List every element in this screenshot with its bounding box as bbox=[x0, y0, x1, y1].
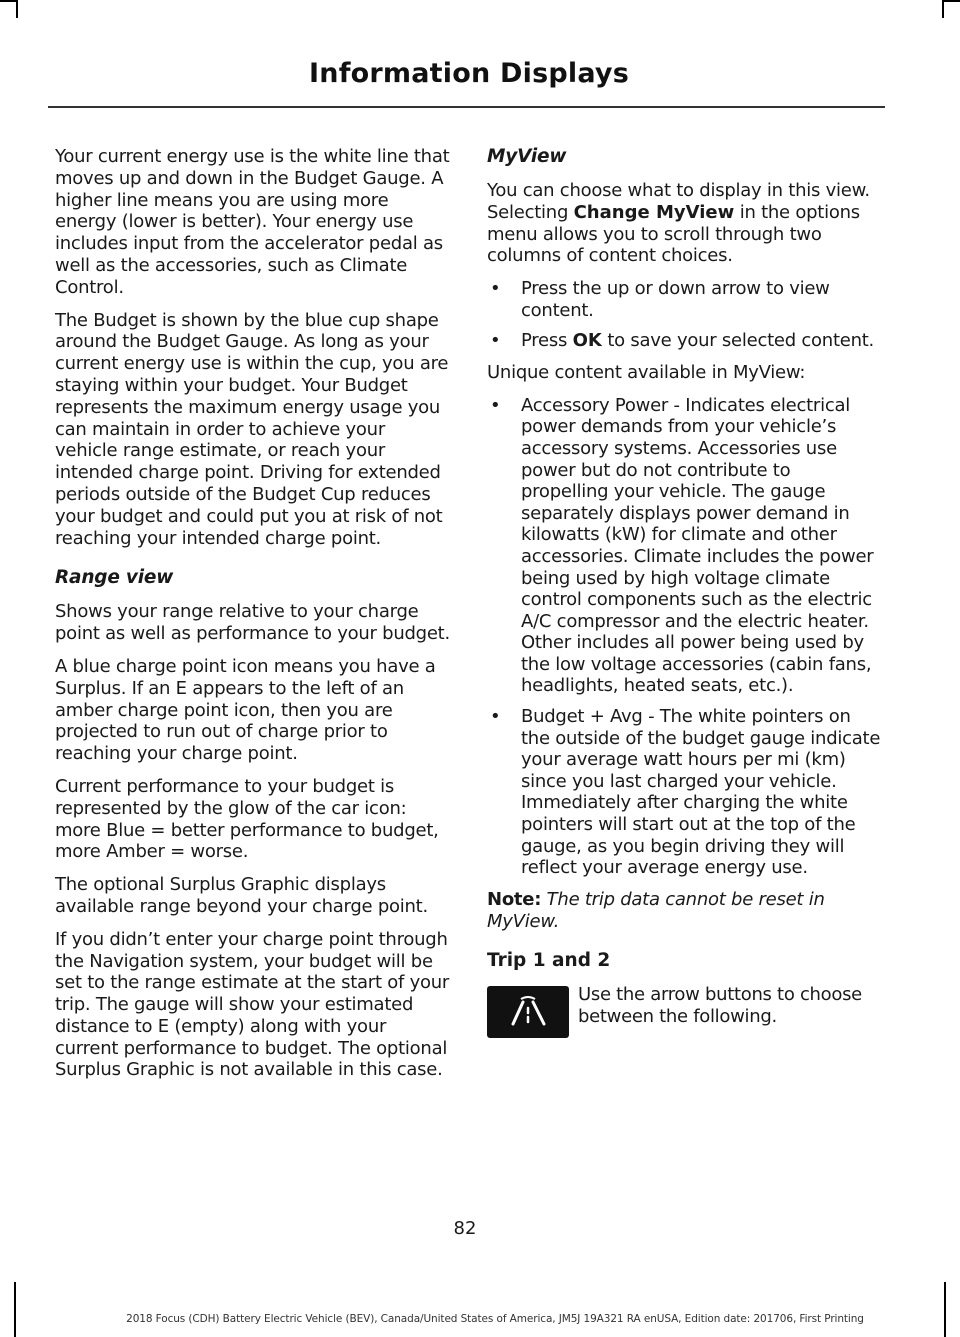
keyword-change-myview: Change MyView bbox=[573, 201, 735, 223]
paragraph: Your current energy use is the white line that moves up and down in the Budget Gauge. A higher line means you are using more energy (lower is better). Your energy use includes input from the accelerator pedal as well as the accessories, such as Climate Control. bbox=[55, 146, 450, 298]
paragraph: Current performance to your budget is represented by the glow of the car icon: more Blue = better performance to budget, more Amber = worse. bbox=[55, 775, 439, 863]
right-column bbox=[487, 146, 882, 1048]
paragraph: The Budget is shown by the blue cup shape around the Budget Gauge. As long as your current energy use is within the cup, you are staying within your budget. Your Budget represents the maximum energy usage you can maintain in order to achieve your vehicle range estimate, or reach your intended charge point. Driving for extended periods outside of the Budget Cup reduces your budget and could put you at risk of not reaching your intended charge point. bbox=[55, 309, 449, 549]
bullet-list bbox=[487, 278, 882, 352]
note bbox=[487, 889, 882, 933]
list-item-text: Budget + Avg - The white pointers on the outside of the budget gauge indicate your average watt hours per mi (km) since you last charged your vehicle. Immediately after charging the white pointers will start out at the top of the gauge, as you begin driving they will reflect your average energy use. bbox=[521, 706, 881, 879]
paragraph: If you didn’t enter your charge point through the Navigation system, your budget will be set to the range estimate at the start of your trip. The gauge will show your estimated distance to E (empty) along with your current performance to budget. The optional Surplus Graphic is not available in this case. bbox=[55, 928, 450, 1081]
crop-mark bbox=[16, 0, 18, 18]
crop-mark bbox=[942, 0, 944, 18]
header-divider bbox=[48, 106, 885, 108]
section-heading-range-view: Range view bbox=[55, 567, 174, 589]
road-icon bbox=[487, 986, 569, 1038]
list-item-text: Accessory Power - Indicates electrical power demands from your vehicle’s accessory systems. Accessories use power but do not contribute to propelling your vehicle. The gauge separately displays power demand in kilowatts (kW) for climate and other accessories. Climate includes the power being used by high voltage climate control components such as the electric A/C compressor and the electric heater. Other includes all power being used by the low voltage accessories (cabin fans, headlights, heated seats, etc.). bbox=[521, 394, 874, 697]
list-item bbox=[487, 330, 882, 352]
section-heading-trip: Trip 1 and 2 bbox=[487, 950, 611, 972]
crop-mark bbox=[14, 1282, 16, 1337]
list-item-text: Press the up or down arrow to view content. bbox=[521, 278, 830, 321]
paragraph bbox=[487, 180, 882, 267]
paragraph: Unique content available in MyView: bbox=[487, 361, 806, 383]
footer: 2018 Focus (CDH) Battery Electric Vehicle (BEV), Canada/United States of America, JM5J 19A321 RA enUSA, Edition date: 201706, First Printing bbox=[126, 1313, 864, 1325]
crop-mark bbox=[944, 1282, 946, 1337]
page-title: Information Displays bbox=[309, 58, 629, 89]
trip-row bbox=[487, 984, 882, 1048]
paragraph: The optional Surplus Graphic displays available range beyond your charge point. bbox=[55, 874, 428, 917]
left-column bbox=[55, 146, 450, 1092]
paragraph: Shows your range relative to your charge point as well as performance to your budget. bbox=[55, 601, 450, 645]
text: in the options menu allows you to scroll through two columns of content choices. bbox=[487, 201, 860, 267]
bullet: • bbox=[490, 278, 501, 300]
list-item bbox=[487, 706, 882, 879]
keyword-ok: OK bbox=[572, 330, 602, 352]
bullet: • bbox=[490, 330, 501, 352]
note-label: Note: bbox=[487, 888, 542, 910]
section-heading-myview: MyView bbox=[487, 146, 567, 167]
bullet: • bbox=[490, 394, 501, 416]
trip-description: Use the arrow buttons to choose between the following. bbox=[578, 984, 862, 1028]
bullet-list bbox=[487, 395, 882, 879]
note-text: The trip data cannot be reset in MyView. bbox=[487, 888, 825, 932]
list-item bbox=[487, 395, 882, 697]
crop-mark bbox=[942, 0, 960, 2]
page-number: 82 bbox=[453, 1218, 477, 1239]
text: to save your selected content. bbox=[601, 330, 875, 352]
list-item bbox=[487, 278, 882, 321]
text: Press bbox=[521, 330, 573, 352]
text: You can choose what to display in this view. Selecting bbox=[487, 180, 870, 223]
paragraph: A blue charge point icon means you have a Surplus. If an E appears to the left of an amber charge point icon, then you are projected to run out of charge prior to reaching your charge point. bbox=[55, 655, 436, 765]
bullet: • bbox=[490, 706, 501, 728]
